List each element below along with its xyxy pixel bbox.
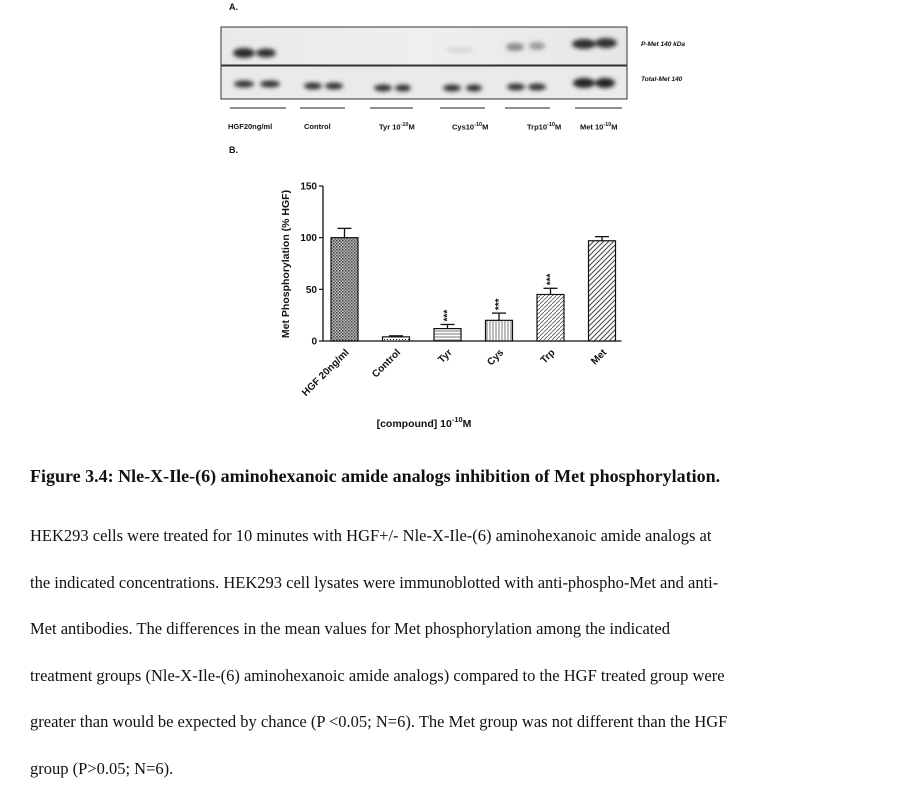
figure-caption-body (30, 513, 880, 793)
y-tick-label: 50 (305, 284, 317, 296)
blot-row-label-total: Total-Met 140 (641, 76, 683, 83)
x-tick-label: Tyr (436, 347, 455, 366)
caption-line: HEK293 cells were treated for 10 minutes with HGF+/- Nle-X-Ile-(6) aminohexanoic amide analogs at (30, 526, 712, 545)
lane-label-control: Control (304, 122, 331, 131)
y-tick-label: 100 (300, 233, 317, 245)
x-tick-label: Met (589, 347, 610, 368)
caption-line: treatment groups (Nle-X-Ile-(6) aminohexanoic amide analogs) compared to the HGF treated group were (30, 665, 725, 685)
significance-marker: *** (442, 309, 454, 322)
bar (383, 337, 410, 341)
lane-label-cys: $Cys10^{-10}M$ (452, 122, 489, 132)
panel-a-label: A. (229, 2, 238, 12)
caption-line: the indicated concentrations. HEK293 cell lysates were immunoblotted with anti-phospho-Met and anti- (30, 572, 719, 592)
x-axis-label: [compound] $10^{-10}M$ (376, 415, 472, 430)
lane-label-hgf: HGF20ng/ml (228, 122, 273, 131)
x-tick-label: Trp (538, 347, 558, 367)
y-axis-label: Met Phosphorylation (% HGF) (280, 189, 292, 339)
bar (537, 295, 564, 342)
y-tick-label: 150 (300, 181, 317, 193)
caption-line: Met antibodies. The differences in the mean values for Met phosphorylation among the indicated (30, 619, 670, 639)
lane-label-tyr: Tyr $10^{-10}M$ (379, 122, 415, 132)
lane-label-trp: $Trp10^{-10}M$ (527, 122, 562, 132)
caption-line: greater than would be expected by chance (P <0.05; N=6). The Met group was not different than the HGF (30, 712, 728, 732)
x-tick-label: Cys (485, 347, 507, 369)
bar (434, 329, 461, 341)
caption-line: group (P>0.05; N=6). (30, 758, 174, 778)
figure-caption-title: Figure 3.4: Nle-X-Ile-(6) aminohexanoic amide analogs inhibition of Met phosphorylation. (30, 466, 721, 486)
bar (331, 238, 358, 341)
lane-label-met: Met $10^{-10}M$ (580, 122, 618, 132)
significance-marker: *** (545, 273, 557, 286)
panel-b-label: B. (229, 145, 238, 155)
x-tick-label: HGF 20ng/ml (300, 347, 352, 399)
significance-marker: *** (494, 298, 505, 311)
blot-row-label-phospho: P-Met 140 kDa (641, 41, 686, 48)
x-tick-label: Control (370, 347, 404, 381)
bar (486, 320, 513, 341)
y-tick-label: 0 (311, 336, 317, 348)
bar (589, 241, 616, 341)
